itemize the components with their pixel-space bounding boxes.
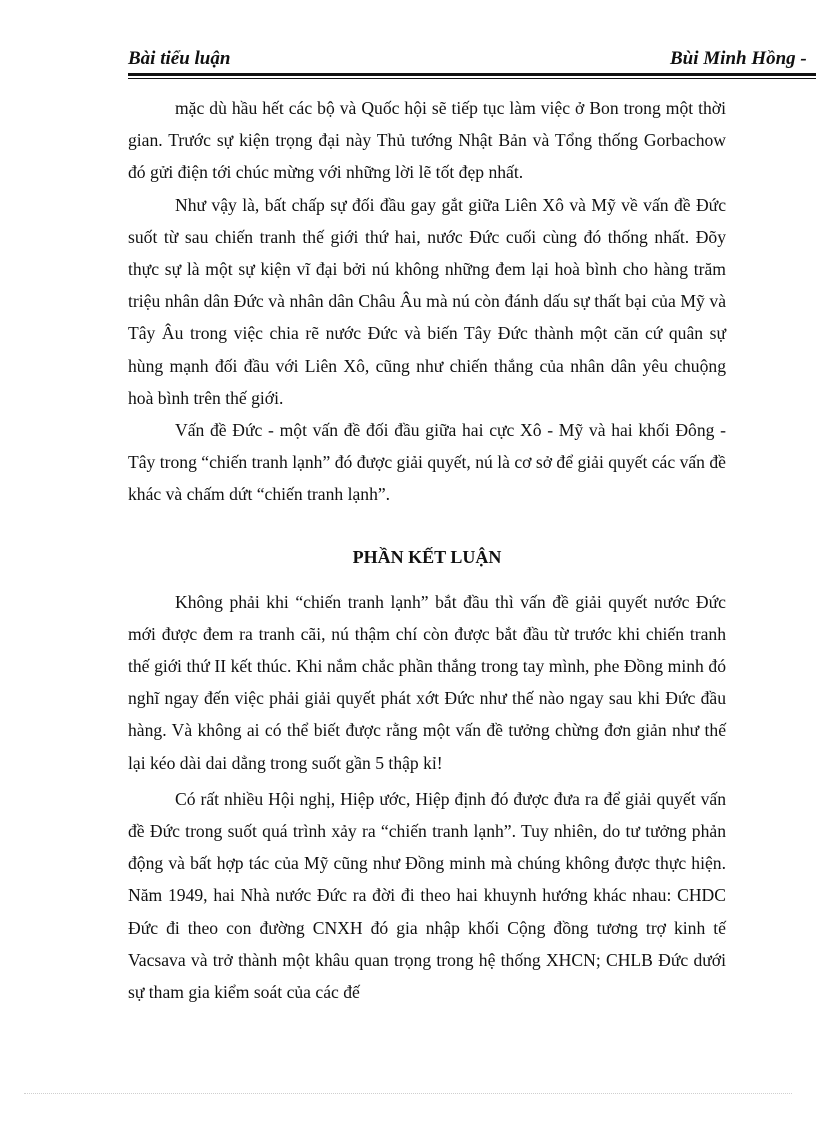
header-rule-thin	[128, 78, 816, 79]
page-header	[128, 46, 816, 76]
header-rule-thick	[128, 73, 816, 76]
paragraph: mặc dù hầu hết các bộ và Quốc hội sẽ tiếp tục làm việc ở Bon trong một thời gian. Trước sự kiện trọng đại này Thủ tướng Nhật Bản và Tổng thống Gorbachow đó gửi điện tới chúc mừng với những lời lẽ tốt đẹp nhất.	[128, 98, 726, 183]
header-document-title: Bài tiểu luận	[128, 48, 231, 69]
header-author-name: Bùi Minh Hồng -	[670, 48, 807, 69]
paragraph: Có rất nhiều Hội nghị, Hiệp ước, Hiệp định đó được đưa ra để giải quyết vấn đề Đức trong suốt quá trình xảy ra “chiến tranh lạnh”. Tuy nhiên, do tư tưởng phản động và bất hợp tác của Mỹ cũng như Đồng minh mà chúng không được thực hiện. Năm 1949, hai Nhà nước Đức ra đời đi theo hai khuynh hướng khác nhau: CHDC Đức đi theo con đường CNXH đó gia nhập khối Cộng đồng tương trợ kinh tế Vacsava và trở thành một khâu quan trọng trong hệ thống XHCN; CHLB Đức dưới sự tham gia kiểm soát của các đế	[128, 788, 726, 1003]
section-title: PHẦN KẾT LUẬN	[352, 546, 502, 567]
paragraph: Như vậy là, bất chấp sự đối đầu gay gắt giữa Liên Xô và Mỹ về vấn đề Đức suốt từ sau chiến tranh thế giới thứ hai, nước Đức cuối cùng đó thống nhất. Đõy thực sự là một sự kiện vĩ đại bởi nú không những đem lại hoà bình cho hàng trăm triệu nhân dân Đức và nhân dân Châu Âu mà nú còn đánh dấu sự thất bại của Mỹ và Tây Âu trong việc chia rẽ nước Đức và biến Tây Đức thành một căn cứ quân sự hùng mạnh đối đầu với Liên Xô, cũng như chiến thắng của nhân dân yêu chuộng hoà bình trên thế giới.	[128, 194, 726, 408]
paragraph: Không phải khi “chiến tranh lạnh” bắt đầu thì vấn đề giải quyết nước Đức mới được đem ra tranh cãi, nú thậm chí còn được bắt đầu từ trước khi chiến tranh thế giới thứ II kết thúc. Khi nắm chắc phần thắng trong tay mình, phe Đồng minh đó nghĩ ngay đến việc phải giải quyết phát xớt Đức như thế nào ngay sau khi Đức đầu hàng. Và không ai có thể biết được rằng một vấn đề tưởng chừng đơn giản như thế lại kéo dài dai dẳng trong suốt gần 5 thập kỉ!	[128, 591, 726, 773]
paragraph: Vấn đề Đức - một vấn đề đối đầu giữa hai cực Xô - Mỹ và hai khối Đông - Tây trong “chiến tranh lạnh” đó được giải quyết, nú là cơ sở để giải quyết các vấn đề khác và chấm dứt “chiến tranh lạnh”.	[128, 420, 726, 505]
document-body	[128, 92, 726, 1008]
footer-divider	[24, 1093, 792, 1094]
